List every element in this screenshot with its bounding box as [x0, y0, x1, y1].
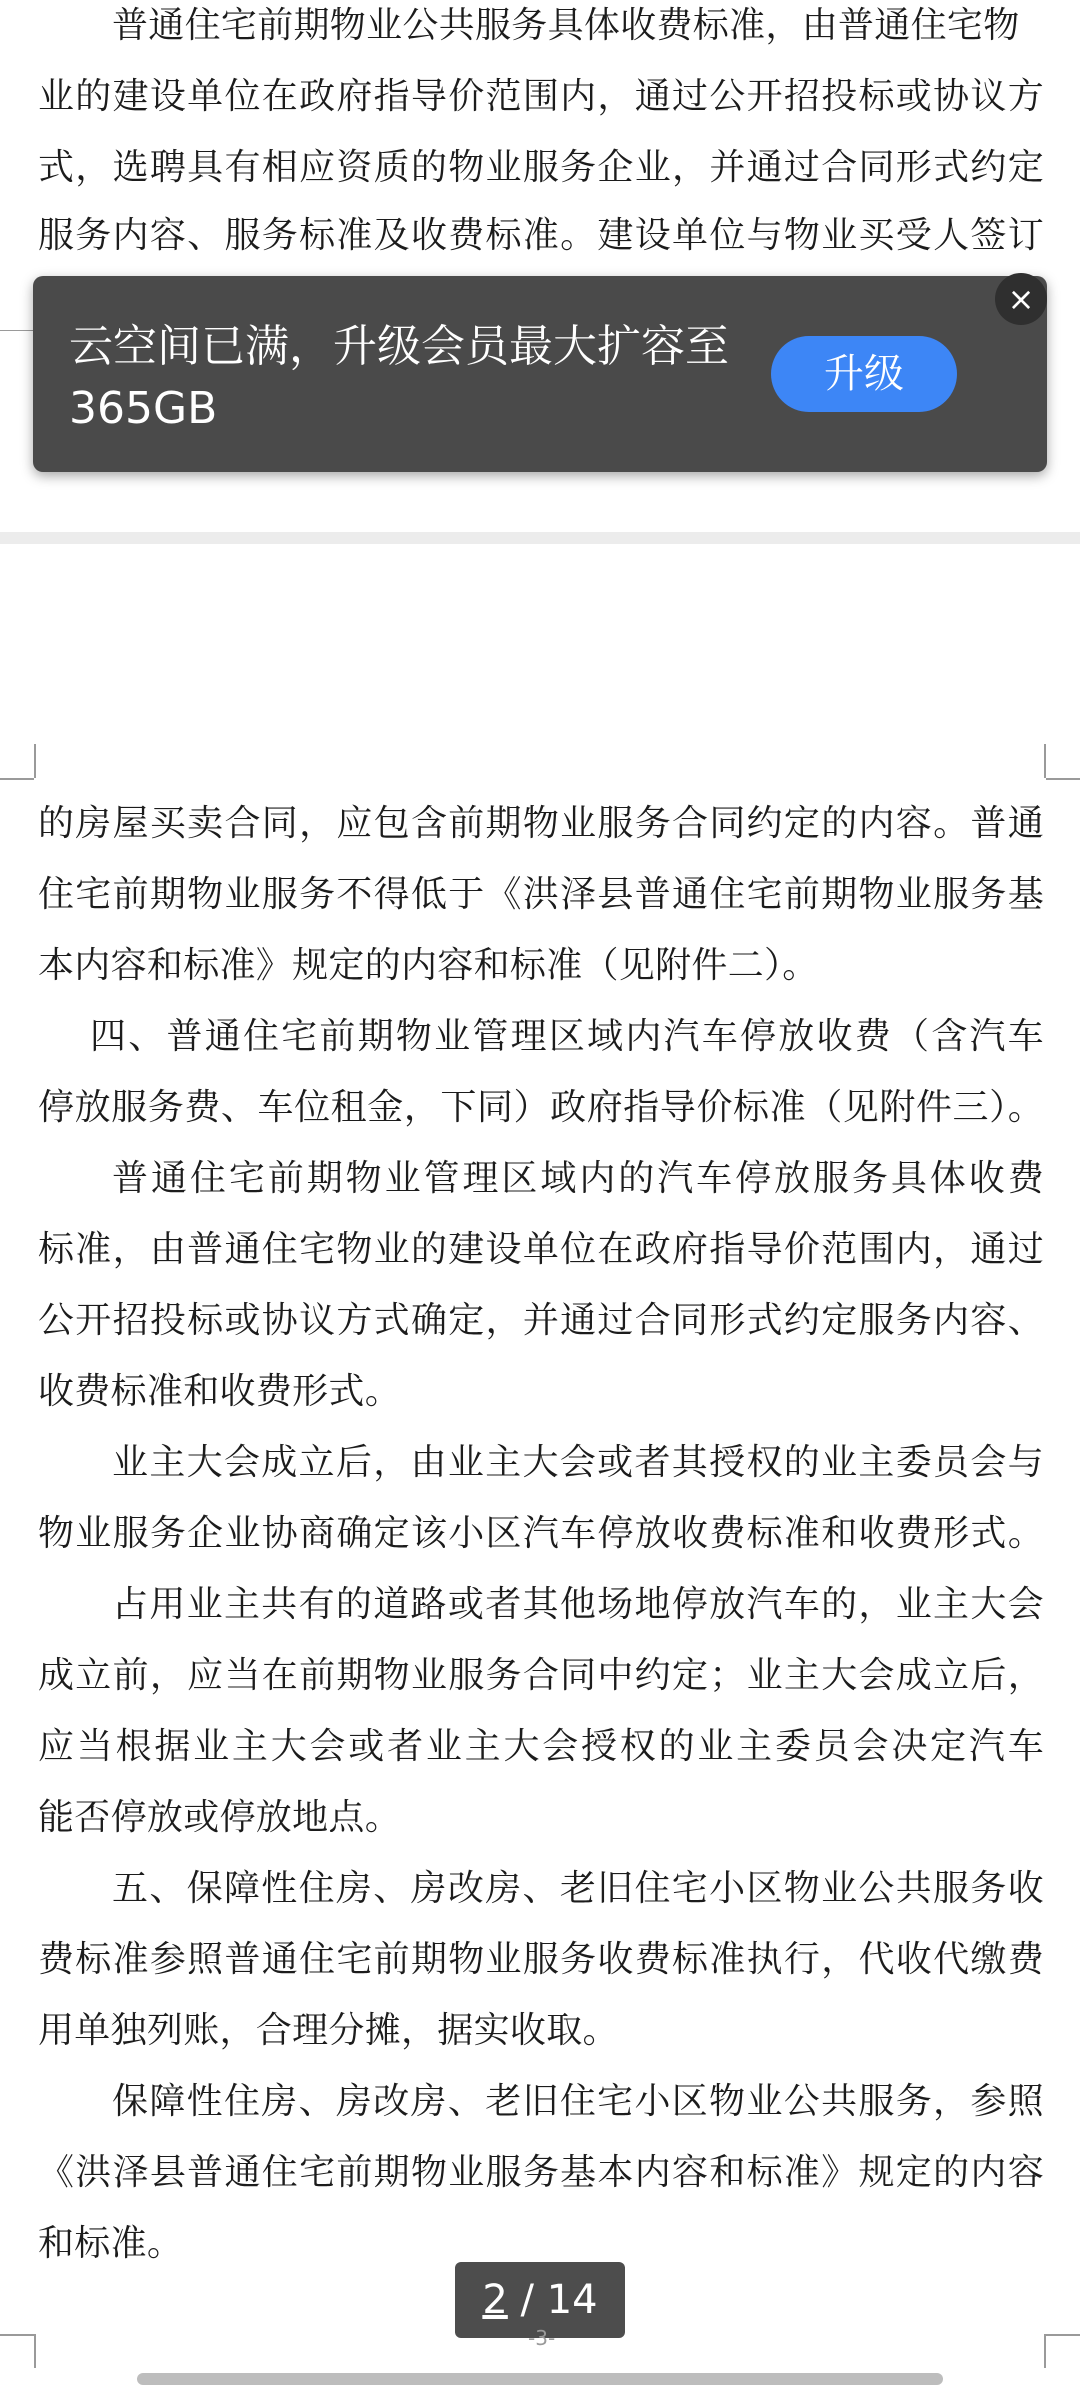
page-corner-mark: [1046, 2334, 1080, 2336]
close-icon[interactable]: ×: [995, 273, 1047, 325]
paragraph-line: 能否停放或停放地点。: [38, 1797, 402, 1838]
paragraph-line: 占用业主共有的道路或者其他场地停放汽车的，业主大会: [112, 1584, 1044, 1625]
storage-full-banner: [33, 276, 1047, 472]
page-corner-mark: [1044, 2334, 1046, 2368]
paragraph-line: 服务内容、服务标准及收费标准。建设单位与物业买受人签订: [38, 215, 1044, 256]
paragraph-line: 标准，由普通住宅物业的建设单位在政府指导价范围内，通过: [38, 1229, 1044, 1270]
paragraph-line: 费标准参照普通住宅前期物业服务收费标准执行，代收代缴费: [38, 1939, 1044, 1980]
paragraph-line: 四、普通住宅前期物业管理区域内汽车停放收费（含汽车: [90, 1016, 1044, 1057]
page-separator: [0, 532, 1080, 544]
paragraph-line: 式，选聘具有相应资质的物业服务企业，并通过合同形式约定: [38, 147, 1044, 188]
page-corner-mark: [1046, 778, 1080, 780]
page-footer-number: -3-: [528, 2326, 556, 2350]
paragraph-line: 物业服务企业协商确定该小区汽车停放收费标准和收费形式。: [38, 1513, 1044, 1554]
paragraph-line: 收费标准和收费形式。: [38, 1371, 402, 1412]
horizontal-scrollbar[interactable]: [137, 2373, 943, 2385]
page-corner-mark: [0, 2334, 34, 2336]
page-corner-mark: [0, 330, 34, 332]
paragraph-line: 《洪泽县普通住宅前期物业服务基本内容和标准》规定的内容: [38, 2152, 1044, 2193]
paragraph-line: 本内容和标准》规定的内容和标准（见附件二）。: [38, 945, 819, 986]
paragraph-line: 五、保障性住房、房改房、老旧住宅小区物业公共服务收: [112, 1868, 1044, 1909]
paragraph-line: 停放服务费、车位租金，下同）政府指导价标准（见附件三）。: [38, 1087, 1044, 1128]
paragraph-line: 的房屋买卖合同，应包含前期物业服务合同约定的内容。普通: [38, 803, 1044, 844]
paragraph-line: 普通住宅前期物业管理区域内的汽车停放服务具体收费: [112, 1158, 1044, 1199]
upgrade-button[interactable]: 升级: [771, 336, 957, 412]
paragraph-line: 用单独列账，合理分摊，据实收取。: [38, 2010, 619, 2051]
paragraph-line: 普通住宅前期物业公共服务具体收费标准，由普通住宅物: [112, 5, 1020, 46]
paragraph-line: 业主大会成立后，由业主大会或者其授权的业主委员会与: [112, 1442, 1044, 1483]
banner-message: 云空间已满，升级会员最大扩容至365GB: [69, 321, 729, 434]
current-page-number: 2: [482, 2277, 508, 2323]
paragraph-line: 保障性住房、房改房、老旧住宅小区物业公共服务，参照: [112, 2081, 1044, 2122]
page-corner-mark: [34, 744, 36, 778]
paragraph-line: 和标准。: [38, 2223, 184, 2264]
paragraph-line: 成立前，应当在前期物业服务合同中约定；业主大会成立后，: [38, 1655, 1044, 1696]
page-corner-mark: [1044, 744, 1046, 778]
paragraph-line: 公开招投标或协议方式确定，并通过合同形式约定服务内容、: [38, 1300, 1044, 1341]
paragraph-line: 住宅前期物业服务不得低于《洪泽县普通住宅前期物业服务基: [38, 874, 1044, 915]
paragraph-line: 应当根据业主大会或者业主大会授权的业主委员会决定汽车: [38, 1726, 1044, 1767]
page-corner-mark: [0, 778, 34, 780]
page-separator-text: /: [507, 2277, 547, 2323]
paragraph-line: 业的建设单位在政府指导价范围内，通过公开招投标或协议方: [38, 76, 1044, 117]
page-corner-mark: [34, 2334, 36, 2368]
total-page-count: 14: [546, 2277, 598, 2323]
